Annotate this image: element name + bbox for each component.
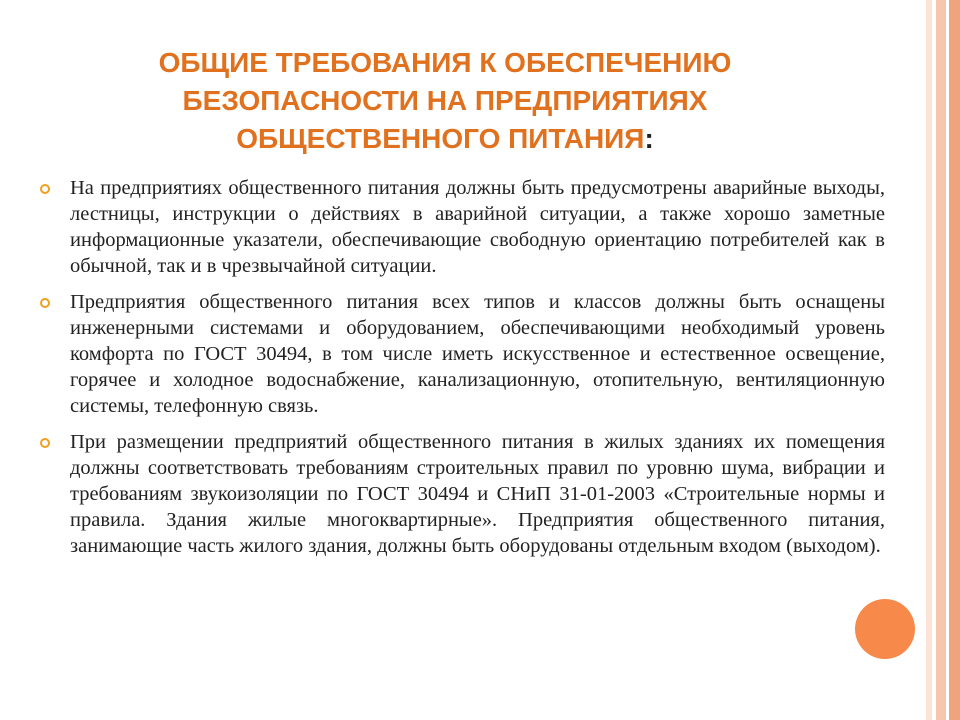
bullet-text-3: При размещении предприятий общественного питания в жилых зданиях их помещения должны соответствовать требованиям строительных правил по уровню шума, вибрации и требованиям звукоизоляции по ГОСТ 30494 и СНиП 31-01-2003 «Строительные нормы и правила. Здания жилые многоквартирные». Предприятия общественного питания, занимающие часть жилого здания, должны быть оборудованы отдельным входом (выходом).	[70, 431, 885, 557]
list-item	[40, 175, 885, 279]
list-item	[40, 429, 885, 559]
bullet-text-2: Предприятия общественного питания всех типов и классов должны быть оснащены инженерными системами и оборудованием, обеспечивающими необходимый уровень комфорта по ГОСТ 30494, в том числе иметь искусственное и естественное освещение, горячее и холодное водоснабжение, канализационную, отопительную, вентиляционную системы, телефонную связь.	[70, 291, 885, 417]
bullet-icon	[40, 184, 50, 194]
decorative-stripes	[926, 0, 960, 720]
bullet-list	[40, 175, 885, 569]
bullet-icon	[40, 438, 50, 448]
title-line-3: ОБЩЕСТВЕННОГО ПИТАНИЯ	[236, 123, 645, 154]
bullet-icon	[40, 298, 50, 308]
title-line-1: ОБЩИЕ ТРЕБОВАНИЯ К ОБЕСПЕЧЕНИЮ	[158, 47, 732, 78]
slide-title	[60, 44, 830, 158]
orange-circle-icon	[855, 599, 915, 659]
stripe-dark	[949, 0, 960, 720]
title-line-2: БЕЗОПАСНОСТИ НА ПРЕДПРИЯТИЯХ	[182, 85, 708, 116]
list-item	[40, 289, 885, 419]
stripe-mid	[936, 0, 946, 720]
title-colon: :	[644, 123, 654, 154]
bullet-text-1: На предприятиях общественного питания должны быть предусмотрены аварийные выходы, лестницы, инструкции о действиях в аварийной ситуации, а также хорошо заметные информационные указатели, обеспечивающие свободную ориентацию потребителей как в обычной, так и в чрезвычайной ситуации.	[70, 177, 885, 277]
